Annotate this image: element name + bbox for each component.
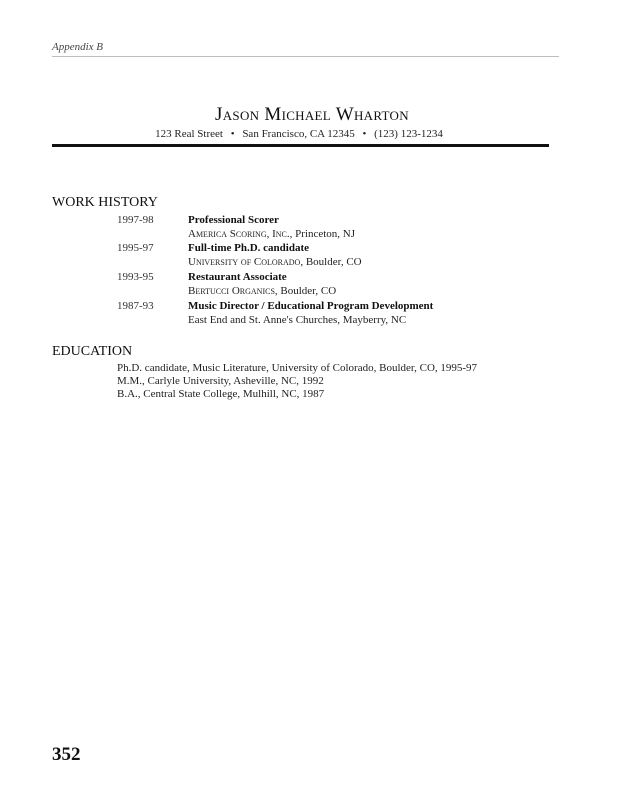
job-dates: 1995-97	[117, 242, 154, 254]
education-entry: B.A., Central State College, Mulhill, NC, 1987	[117, 388, 325, 400]
education-entry: Ph.D. candidate, Music Literature, University of Colorado, Boulder, CO, 1995-97	[117, 362, 478, 374]
resume-name: Jason Michael Wharton	[215, 104, 409, 125]
job-title: Full-time Ph.D. candidate	[188, 242, 309, 254]
name-rule	[52, 144, 549, 147]
job-org-name: Bertucci Organics	[188, 285, 275, 297]
job-org-location: , Princeton, NJ	[289, 228, 356, 240]
job-title: Restaurant Associate	[188, 271, 287, 283]
education-heading: EDUCATION	[52, 344, 133, 359]
work-history-heading: WORK HISTORY	[52, 195, 158, 210]
job-organization	[188, 314, 406, 326]
contact-phone: (123) 123-1234	[374, 128, 443, 140]
job-org-location: , Boulder, CO	[274, 285, 337, 297]
page-number: 352	[52, 744, 81, 765]
contact-separator: •	[230, 128, 235, 140]
appendix-label: Appendix B	[52, 41, 104, 53]
job-title: Music Director / Educational Program Development	[188, 300, 434, 312]
job-dates: 1987-93	[117, 300, 154, 312]
contact-separator: •	[362, 128, 367, 140]
job-org-location: , Boulder, CO	[300, 256, 362, 268]
header-rule	[52, 56, 559, 57]
job-title: Professional Scorer	[188, 214, 279, 226]
contact-city: San Francisco, CA 12345	[242, 128, 355, 140]
job-org-name: America Scoring, Inc.	[188, 228, 290, 240]
job-organization	[188, 228, 355, 240]
contact-street: 123 Real Street	[155, 128, 223, 140]
job-organization	[188, 285, 336, 297]
job-dates: 1997-98	[117, 214, 154, 226]
education-entry: M.M., Carlyle University, Asheville, NC, 1992	[117, 375, 324, 387]
job-organization	[188, 256, 362, 268]
job-dates: 1993-95	[117, 271, 154, 283]
contact-line	[0, 128, 598, 140]
job-org-location: East End and St. Anne's Churches, Mayberry, NC	[188, 314, 407, 326]
job-org-name: University of Colorado	[188, 256, 301, 268]
